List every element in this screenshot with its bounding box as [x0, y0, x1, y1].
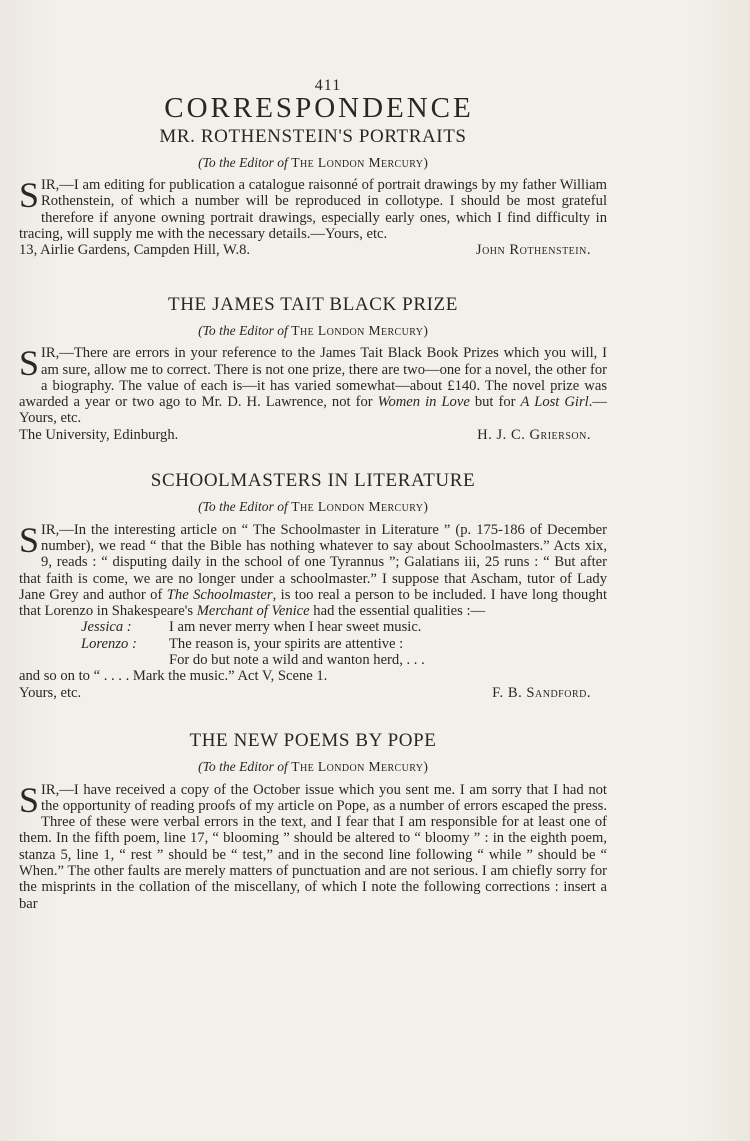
to-editor-line — [19, 499, 607, 515]
letter-schoolmasters — [19, 470, 607, 701]
to-editor-suffix: ) — [423, 759, 428, 775]
letter-body — [19, 177, 607, 242]
to-editor-line — [19, 323, 607, 339]
signature-row — [19, 242, 607, 258]
letter-text: , is too real a person to be included. I have long thought that Lorenzo in Shakespeare's — [19, 586, 607, 620]
book-title: Women in Love — [377, 394, 470, 411]
sender-address: The University, Edinburgh. — [19, 426, 179, 443]
letter-tait-black — [19, 293, 607, 443]
signature: H. J. C. Grierson. — [477, 426, 591, 443]
signature: John Rothenstein. — [475, 242, 591, 259]
publication-name: The London Mercury — [291, 322, 424, 338]
verse-line — [81, 652, 607, 668]
to-editor-line — [19, 155, 607, 171]
letter-title: THE NEW POEMS BY POPE — [189, 729, 437, 751]
to-editor-prefix: (To the Editor of — [198, 499, 288, 515]
to-editor-prefix: (To the Editor of — [198, 322, 288, 338]
letter-text: IR,—I am editing for publication a catalogue raisonné of portrait drawings by my father William Rothenstein, of which a number will be reproduced in collotype. I should be most grateful therefore if anyone owning portrait drawings, especially early ones, which I find difficulty in tracing, will supply me with the necessary details.—Yours, etc. — [19, 177, 607, 243]
play-title: Merchant of Venice — [196, 603, 310, 620]
signature: F. B. Sandford. — [492, 684, 591, 701]
drop-cap: S — [19, 175, 40, 216]
publication-name: The London Mercury — [291, 759, 424, 775]
to-editor-prefix: (To the Editor of — [198, 154, 288, 170]
speaker: Lorenzo : — [81, 635, 137, 652]
signature-row — [19, 427, 607, 443]
verse-quote — [81, 619, 607, 668]
book-title: A Lost Girl — [520, 394, 589, 411]
drop-cap: S — [19, 779, 40, 820]
to-editor-suffix: ) — [423, 322, 428, 338]
verse-line — [81, 619, 607, 635]
drop-cap: S — [19, 519, 40, 560]
publication-name: The London Mercury — [291, 154, 424, 170]
sender-address: 13, Airlie Gardens, Campden Hill, W.8. — [19, 242, 251, 259]
to-editor-line — [19, 759, 607, 775]
closing: Yours, etc. — [19, 684, 82, 701]
letter-title: SCHOOLMASTERS IN LITERATURE — [150, 470, 476, 492]
to-editor-prefix: (To the Editor of — [198, 759, 288, 775]
letter-pope — [19, 729, 607, 912]
after-verse: and so on to “ . . . . Mark the music.” Act V, Scene 1. — [19, 668, 328, 685]
page-number: 411 — [314, 77, 342, 94]
letter-body — [19, 345, 607, 426]
letter-rothenstein — [19, 125, 607, 259]
drop-cap: S — [19, 343, 40, 384]
publication-name: The London Mercury — [291, 499, 424, 515]
letter-text: .—Yours, etc. — [19, 394, 607, 427]
to-editor-suffix: ) — [423, 499, 428, 515]
section-heading: CORRESPONDENCE — [164, 92, 474, 125]
letter-text: IR,—I have received a copy of the October issue which you sent me. I am sorry that I had not the opportunity of reading proofs of my article on Pope, as a number of errors escaped the press. Three of these were verbal errors in the text, and I fear that I am responsible for at least one of them. In the fifth poem, line 17, “ blooming ” should be altered to “ bloomy ” : in the eighth poem, stanza 5, line 1, “ rest ” should be “ test,” and in the second line following “ while ” should be “ When.” The other faults are merely matters of punctuation and are not serious. I am chiefly sorry for the misprints in the collation of the miscellany, of which I note the following corrections : insert a bar — [19, 781, 607, 912]
letter-title: MR. ROTHENSTEIN'S PORTRAITS — [159, 125, 467, 147]
verse-text: I am never merry when I hear sweet music. — [169, 619, 422, 636]
verse-text: The reason is, your spirits are attentive : — [169, 635, 404, 652]
signature-row — [19, 685, 607, 701]
letter-text: had the essential qualities :— — [309, 603, 486, 620]
letter-text: IR,—In the interesting article on “ The Schoolmaster in Literature ” (p. 175-186 of December number), we read “ that the Bible has nothing whatever to say about Schoolmasters.” Acts xix, 9, reads : “ disputing daily in the school of one Tyrannus ”; Galatians iii, 25 runs : “ But after that faith is come, we are no longer under a schoolmaster.” I suppose that Ascham, tutor of Lady Jane Grey and author of — [19, 521, 607, 603]
letter-body — [19, 779, 607, 912]
letter-body — [19, 519, 607, 620]
to-editor-suffix: ) — [423, 154, 428, 170]
verse-line — [81, 636, 607, 652]
letter-text: but for — [469, 394, 521, 411]
letter-text: IR,—There are errors in your reference to the James Tait Black Book Prizes which you will, I am sure, allow me to correct. There is not one prize, there are two—one for a novel, the other for a biography. The value of each is—it has varied somewhat—about £140. The novel prize was awarded a year or two ago to Mr. D. H. Lawrence, not for — [19, 345, 607, 411]
text-column — [19, 78, 607, 912]
speaker: Jessica : — [81, 619, 132, 636]
letter-title: THE JAMES TAIT BLACK PRIZE — [168, 293, 458, 315]
book-title: The Schoolmaster — [166, 586, 273, 603]
verse-text: For do but note a wild and wanton herd, . . . — [169, 652, 425, 669]
